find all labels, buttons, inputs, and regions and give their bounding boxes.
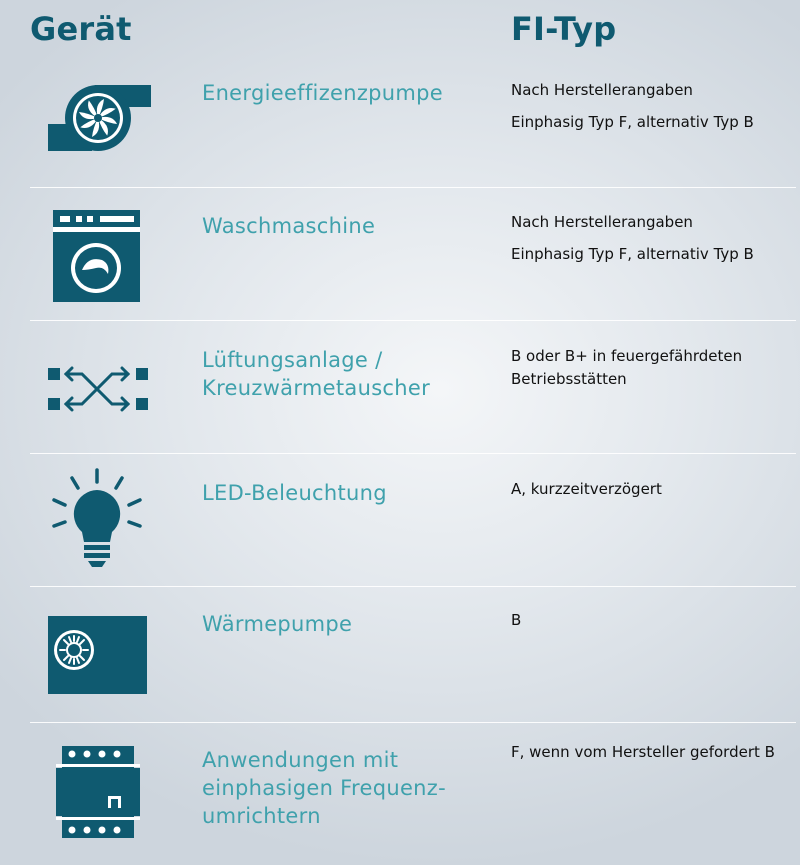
column-header-device: Gerät	[30, 10, 132, 48]
row-divider	[30, 453, 796, 454]
light-bulb-icon	[40, 466, 155, 571]
row-divider	[30, 586, 796, 587]
fi-type-text: Nach Herstellerangaben	[511, 81, 693, 99]
washing-machine-icon	[40, 208, 155, 303]
device-name: Energieeffizenzpumpe	[202, 81, 444, 105]
heat-exchanger-icon	[40, 366, 155, 416]
row-divider	[30, 320, 796, 321]
fi-type-text: A, kurzzeitverzögert	[511, 480, 662, 498]
pump-icon	[40, 82, 155, 157]
device-name: Waschmaschine	[202, 214, 376, 238]
fi-type-text: Einphasig Typ F, alternativ Typ B	[511, 245, 754, 263]
frequency-converter-icon	[40, 744, 155, 840]
device-name: Lüftungsanlage / Kreuzwärmetauscher	[202, 348, 431, 400]
fi-type-text: B oder B+ in feuergefährdeten Betriebsstätten	[511, 347, 743, 388]
device-name: Anwendungen mit einphasigen Frequenz-umrichtern	[202, 748, 446, 828]
row-divider	[30, 722, 796, 723]
fi-type-text: Einphasig Typ F, alternativ Typ B	[511, 113, 754, 131]
fi-type-text: Nach Herstellerangaben	[511, 213, 693, 231]
heat-pump-icon	[40, 614, 155, 696]
device-name: LED-Beleuchtung	[202, 481, 387, 505]
fi-type-text: B	[511, 611, 522, 629]
fi-type-text: F, wenn vom Hersteller gefordert B	[511, 743, 775, 761]
row-divider	[30, 187, 796, 188]
column-header-fi-type: FI-Typ	[511, 10, 617, 48]
device-name: Wärmepumpe	[202, 612, 353, 636]
